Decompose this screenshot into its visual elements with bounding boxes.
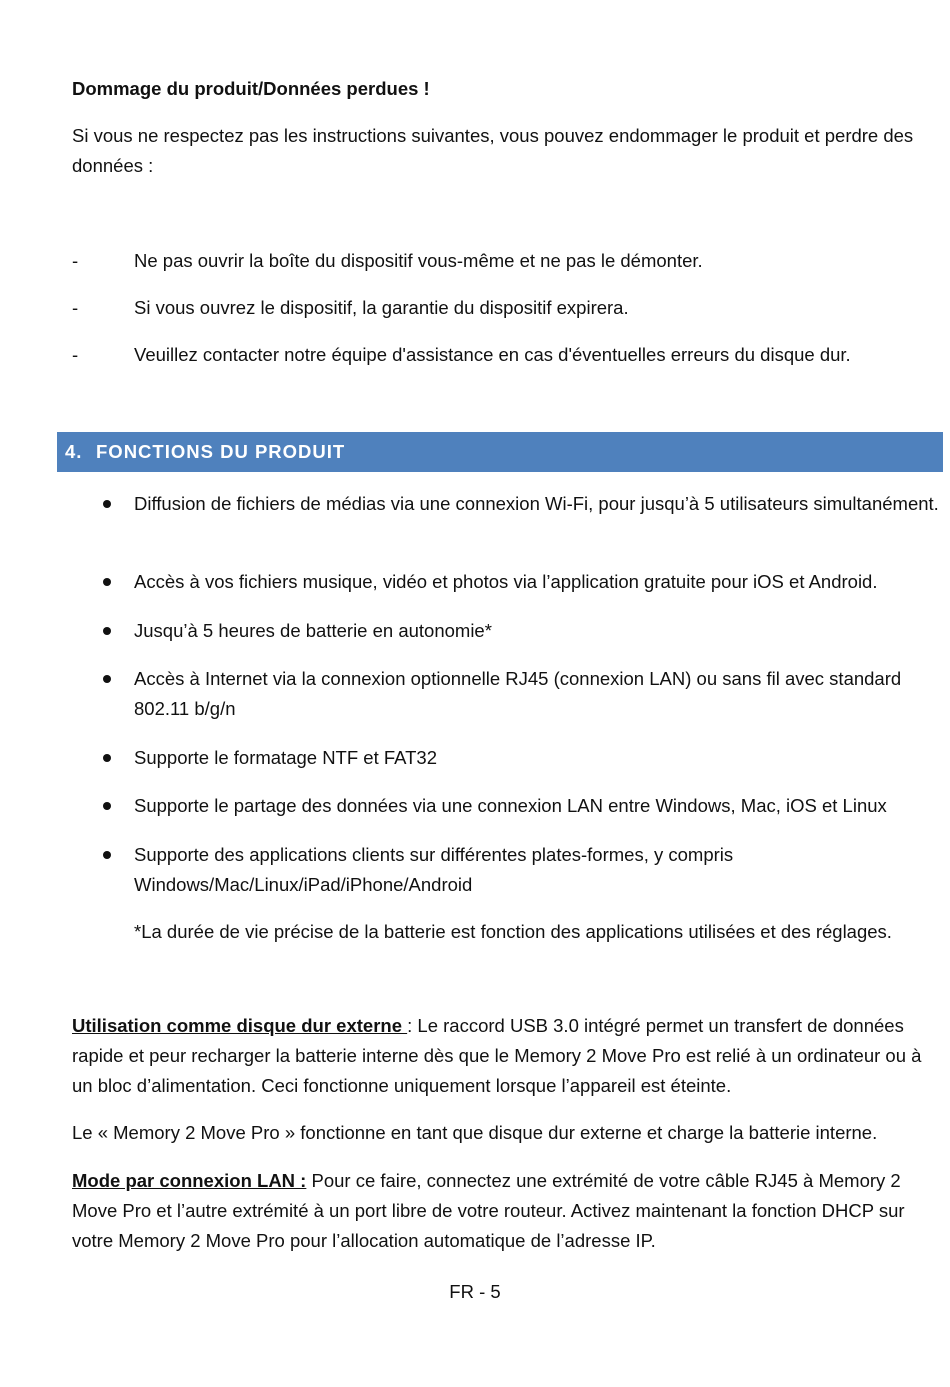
- section-title: FONCTIONS DU PRODUIT: [96, 441, 346, 462]
- external-usage-note: Le « Memory 2 Move Pro » fonctionne en tant que disque dur externe et charge la batterie interne.: [72, 1122, 878, 1143]
- section-number: 4.: [65, 441, 83, 462]
- bullet-icon: [103, 578, 111, 586]
- lan-mode-text: Pour ce faire, connectez une extrémité de votre câble RJ45 à Memory 2 Move Pro et l’autre extrémité à un port libre de votre routeur. Activez maintenant la fonction DHCP sur votre Memory 2 Move Pro pour l’allocation automatique de l’adresse IP.: [72, 1170, 905, 1251]
- bullet-icon: [103, 754, 111, 762]
- warning-item-text: Si vous ouvrez le dispositif, la garantie du dispositif expirera.: [134, 297, 629, 318]
- feature-text: Supporte des applications clients sur différentes plates-formes, y compris Windows/Mac/Linux/iPad/iPhone/Android: [134, 844, 734, 895]
- warning-intro: Si vous ne respectez pas les instructions suivantes, vous pouvez endommager le produit et perdre des données :: [72, 125, 914, 176]
- feature-text: Diffusion de fichiers de médias via une connexion Wi-Fi, pour jusqu’à 5 utilisateurs simultanément.: [134, 493, 939, 514]
- warning-item-text: Ne pas ouvrir la boîte du dispositif vous-même et ne pas le démonter.: [134, 250, 703, 271]
- dash-marker: -: [72, 297, 79, 318]
- page-number: FR - 5: [449, 1281, 501, 1302]
- warning-title: Dommage du produit/Données perdues !: [72, 78, 430, 99]
- feature-text: Accès à vos fichiers musique, vidéo et photos via l’application gratuite pour iOS et Android.: [134, 571, 878, 592]
- section-header: [57, 432, 943, 472]
- external-usage-label: Utilisation comme disque dur externe: [72, 1015, 408, 1036]
- feature-text: Supporte le formatage NTF et FAT32: [134, 747, 437, 768]
- dash-marker: -: [72, 344, 79, 365]
- bullet-icon: [103, 802, 111, 810]
- battery-note: *La durée de vie précise de la batterie est fonction des applications utilisées et des réglages.: [134, 921, 892, 942]
- bullet-icon: [103, 851, 111, 859]
- bullet-icon: [103, 627, 111, 635]
- bullet-icon: [103, 675, 111, 683]
- dash-marker: -: [72, 250, 79, 271]
- lan-mode-paragraph: [72, 1166, 934, 1256]
- external-usage-text: : Le raccord USB 3.0 intégré permet un transfert de données rapide et peur recharger la batterie interne dès que le Memory 2 Move Pro est relié à un ordinateur ou à un bloc d’alimentation. Ceci fonctionne uniquement lorsque l’appareil est éteinte.: [72, 1015, 922, 1096]
- feature-text: Jusqu’à 5 heures de batterie en autonomie*: [134, 620, 492, 641]
- warning-item-text: Veuillez contacter notre équipe d'assistance en cas d'éventuelles erreurs du disque dur.: [134, 344, 851, 365]
- bullet-icon: [103, 500, 111, 508]
- feature-text: Supporte le partage des données via une connexion LAN entre Windows, Mac, iOS et Linux: [134, 795, 887, 816]
- external-usage-paragraph: [72, 1011, 934, 1101]
- feature-text: Accès à Internet via la connexion optionnelle RJ45 (connexion LAN) ou sans fil avec standard 802.11 b/g/n: [134, 668, 902, 719]
- lan-mode-label: Mode par connexion LAN :: [72, 1170, 307, 1191]
